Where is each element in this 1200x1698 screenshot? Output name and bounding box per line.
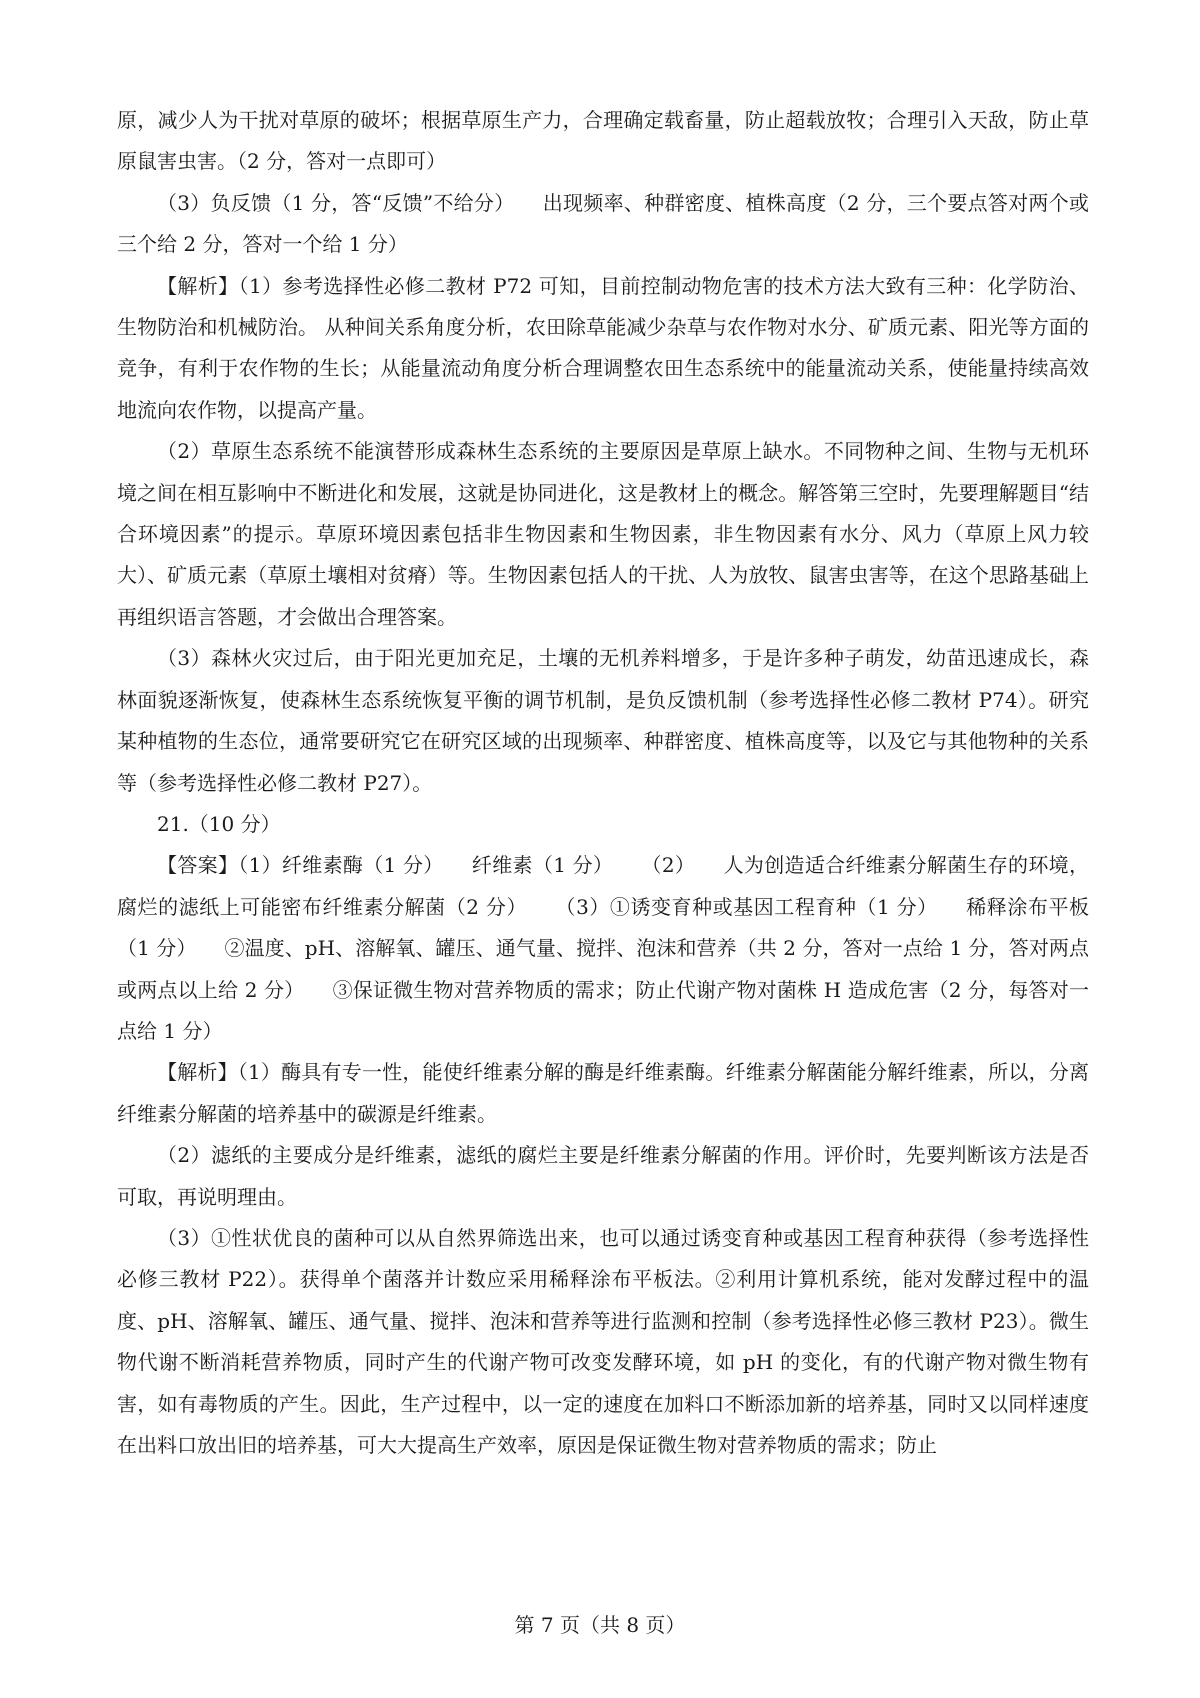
answer-segment: （3）①诱变育种或基因工程育种（1 分）: [555, 894, 938, 919]
answer-segment: 稀释涂布平板（1 分）: [117, 894, 1089, 961]
analysis-q21-part-1: 【解析】（1）酶具有专一性，能使纤维素分解的酶是纤维素酶。纤维素分解菌能分解纤维素，所以，分离纤维素分解菌的培养基中的碳源是纤维素。: [117, 1060, 1089, 1126]
question-number: 21.（10 分）: [157, 811, 281, 836]
answer-segment: ②温度、pH、溶解氧、罐压、通气量、搅拌、泡沫和营养（共 2 分，答对一点给 1 分，答对两点或两点以上给 2 分）: [117, 936, 1089, 1002]
analysis-part-3: （3）森林火灾过后，由于阳光更加充足，土壤的无机养料增多，于是许多种子萌发，幼苗迅速成长，森林面貌逐渐恢复，使森林生态系统恢复平衡的调节机制，是负反馈机制（参考选择性必修二教材 P74）。研究某种植物的生态位，通常要研究它在研究区域的出现频率、种群密度、植株高度等，以及它与其他物种的关系等（参考选择性必修二教材 P27）。: [117, 646, 1089, 795]
answer-segment: （2）: [641, 853, 696, 878]
analysis-part-2: （2）草原生态系统不能演替形成森林生态系统的主要原因是草原上缺水。不同物种之间、生物与无机环境之间在相互影响中不断进化和发展，这就是协同进化，这是教材上的概念。解答第三空时，先要理解题目“结合环境因素”的提示。草原环境因素包括非生物因素和生物因素，非生物因素有水分、风力（草原上风力较大）、矿质元素（草原土壤相对贫瘠）等。生物因素包括人的干扰、人为放牧、鼠害虫害等，在这个思路基础上再组织语言答题，才会做出合理答案。: [117, 439, 1089, 629]
analysis-part-1: 【解析】（1）参考选择性必修二教材 P72 可知，目前控制动物危害的技术方法大致有三种：化学防治、生物防治和机械防治。 从种间关系角度分析，农田除草能减少杂草与农作物对水分、矿质元素、阳光等方面的竞争，有利于农作物的生长；从能量流动角度分析合理调整农田生态系统中的能量流动关系，使能量持续高效地流向农作物，以提高产量。: [117, 273, 1089, 422]
answer-segment: （3）负反馈（1 分，答“反馈”不给分）: [157, 190, 515, 215]
analysis-q21-part-2: （2）滤纸的主要成分是纤维素，滤纸的腐烂主要是纤维素分解菌的作用。评价时，先要判断该方法是否可取，再说明理由。: [117, 1143, 1089, 1209]
answer-paragraph: [117, 845, 1089, 1052]
answer-segment: 人为创造适合纤维素分解菌生存的环境，腐烂的滤纸上可能密布纤维素分解菌（2 分）: [117, 853, 1089, 919]
answer-segment: 【答案】（1）纤维素酶（1 分）: [157, 853, 444, 878]
answer-segment: ③保证微生物对营养物质的需求；防止代谢产物对菌株 H 造成危害（2 分，每答对一点给 1 分）: [117, 977, 1089, 1043]
page-body: [117, 100, 1089, 1466]
paragraph-continuation: 原，减少人为干扰对草原的破坏；根据草原生产力，合理确定载畜量，防止超载放牧；合理引入天敌，防止草原鼠害虫害。（2 分，答对一点即可）: [117, 108, 1089, 174]
answer-segment: 纤维素（1 分）: [471, 853, 614, 878]
analysis-q21-part-3: （3）①性状优良的菌种可以从自然界筛选出来，也可以通过诱变育种或基因工程育种获得（参考选择性必修三教材 P22）。获得单个菌落并计数应采用稀释涂布平板法。②利用计算机系统，能对发酵过程中的温度、pH、溶解氧、罐压、通气量、搅拌、泡沫和营养等进行监测和控制（参考选择性必修三教材 P23）。微生物代谢不断消耗营养物质，同时产生的代谢产物可改变发酵环境，如 pH 的变化，有的代谢产物对微生物有害，如有毒物质的产生。因此，生产过程中，以一定的速度在加料口不断添加新的培养基，同时又以同样速度在出料口放出旧的培养基，可大大提高生产效率，原因是保证微生物对营养物质的需求；防止: [117, 1225, 1089, 1457]
page-footer: 第 7 页（共 8 页）: [514, 1613, 686, 1637]
answer-segment: 出现频率、种群密度、植株高度（2 分，三个要点答对两个或三个给 2 分，答对一个给 1 分）: [117, 190, 1089, 257]
answer-part-3: [117, 183, 1089, 266]
